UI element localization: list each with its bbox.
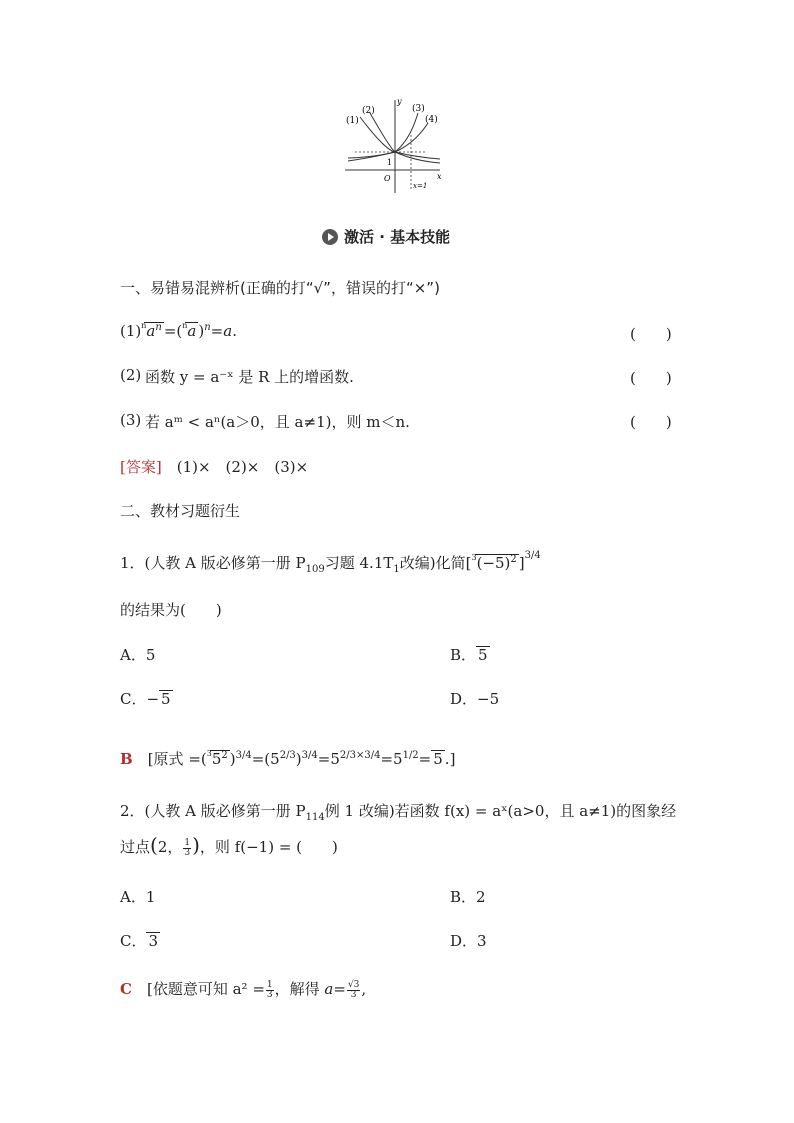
q1-option-c[interactable]: C．− 5 — [120, 690, 171, 708]
q1-option-a[interactable]: A．5 — [120, 646, 156, 664]
part1-title: 一、易错易混辨析(正确的打“√”，错误的打“×”) — [120, 279, 440, 297]
item-1-eq: =( — [163, 322, 183, 340]
q2-option-a[interactable]: A．1 — [120, 888, 156, 906]
part1-answer — [120, 456, 308, 477]
q2-line2b: ，则 f(−1) = ( ) — [199, 838, 338, 856]
answer-blank-2[interactable]: ( ) — [630, 369, 672, 387]
curve-label-1: (1) — [346, 116, 359, 126]
question-2 — [120, 800, 676, 821]
q1-t: 1 — [393, 564, 400, 575]
item-3: (3) — [120, 411, 142, 429]
q2-answer-letter: C — [120, 980, 132, 998]
section-heading-text: 激活 · 基本技能 — [344, 228, 451, 246]
curve-label-4: (4) — [425, 115, 438, 125]
q2-text: 例 1 改编)若函数 f(x) = aˣ(a>0，且 a≠1)的图象经 — [324, 802, 677, 820]
play-icon — [322, 229, 338, 245]
part2-title: 二、教材习题衍生 — [120, 502, 241, 520]
item-2: (2) — [120, 366, 142, 384]
q1-option-b[interactable]: B． 5 — [450, 646, 488, 664]
q1-prefix: 1．(人教 A 版必修第一册 P — [120, 554, 306, 572]
nth-root-a: a — [187, 322, 197, 340]
item-1-number: (1) — [120, 322, 142, 340]
question-1 — [120, 552, 541, 573]
q1-mid: 习题 4.1T — [324, 554, 394, 572]
q2-answer: C [依题意可知 a² = $\frac{1}{3}$ ，解得 a= $\frac{√3}{3}$ , — [120, 979, 367, 1000]
section-heading — [322, 226, 450, 247]
item-1-tail: )$^n$=a. — [198, 322, 237, 340]
answer-blank-3[interactable]: ( ) — [630, 413, 672, 431]
y-axis-label: y — [397, 97, 402, 106]
q2-option-d[interactable]: D．3 — [450, 932, 487, 950]
question-2-line2: 过点(2， $\frac{1}{3}$ )，则 f(−1) = ( ) — [120, 833, 338, 858]
exponential-graph-figure — [340, 95, 450, 195]
curve-4 — [348, 123, 428, 158]
q1-answer-text: [原式 = — [147, 750, 201, 768]
q1-suffix: 改编)化简 — [399, 554, 466, 572]
x-axis-label: x — [437, 172, 442, 181]
answer-label: [答案] — [120, 458, 162, 476]
q2-line2a: 过点 — [120, 838, 151, 856]
x-eq-1-label: x=1 — [413, 182, 428, 190]
answer-blank-1[interactable]: ( ) — [630, 325, 672, 343]
item-3-text: 若 aᵐ < aⁿ(a＞0，且 a≠1)，则 m＜n. — [145, 413, 410, 431]
q1-answer-letter: B — [120, 750, 133, 768]
q2-option-c[interactable]: C． 3 — [120, 932, 159, 950]
q1-page: 109 — [305, 564, 325, 575]
question-1-line2: 的结果为( ) — [120, 601, 222, 619]
one-label: 1 — [387, 158, 393, 167]
q2-answer-text: [依题意可知 a² = — [146, 980, 265, 998]
q1-option-d[interactable]: D．−5 — [450, 690, 500, 708]
q1-expression: [$^3(-5)^2$ ]$^{3/4}$ — [465, 550, 541, 572]
item-1: $(1)^na^n =(^na$ )$^n$=a. — [120, 321, 237, 340]
curve-label-2: (2) — [362, 106, 375, 116]
q2-page: 114 — [305, 812, 325, 823]
q1-answer: B [原式 $=(^35^2$ )$^{3/4}=(5^{2/3})^{3/4}=5^{2/3\times 3/4}=5^{1/2}= 5$ .] — [120, 749, 456, 768]
nth-root-a-n: $a^n$ — [146, 322, 162, 340]
item-2-text: 函数 y = a⁻ˣ 是 R 上的增函数. — [145, 368, 354, 386]
answer-text: (1)× (2)× (3)× — [176, 458, 309, 476]
curve-label-3: (3) — [412, 104, 425, 114]
q2-prefix: 2．(人教 A 版必修第一册 P — [120, 802, 306, 820]
q2-option-b[interactable]: B．2 — [450, 888, 486, 906]
origin-label: O — [384, 174, 391, 183]
